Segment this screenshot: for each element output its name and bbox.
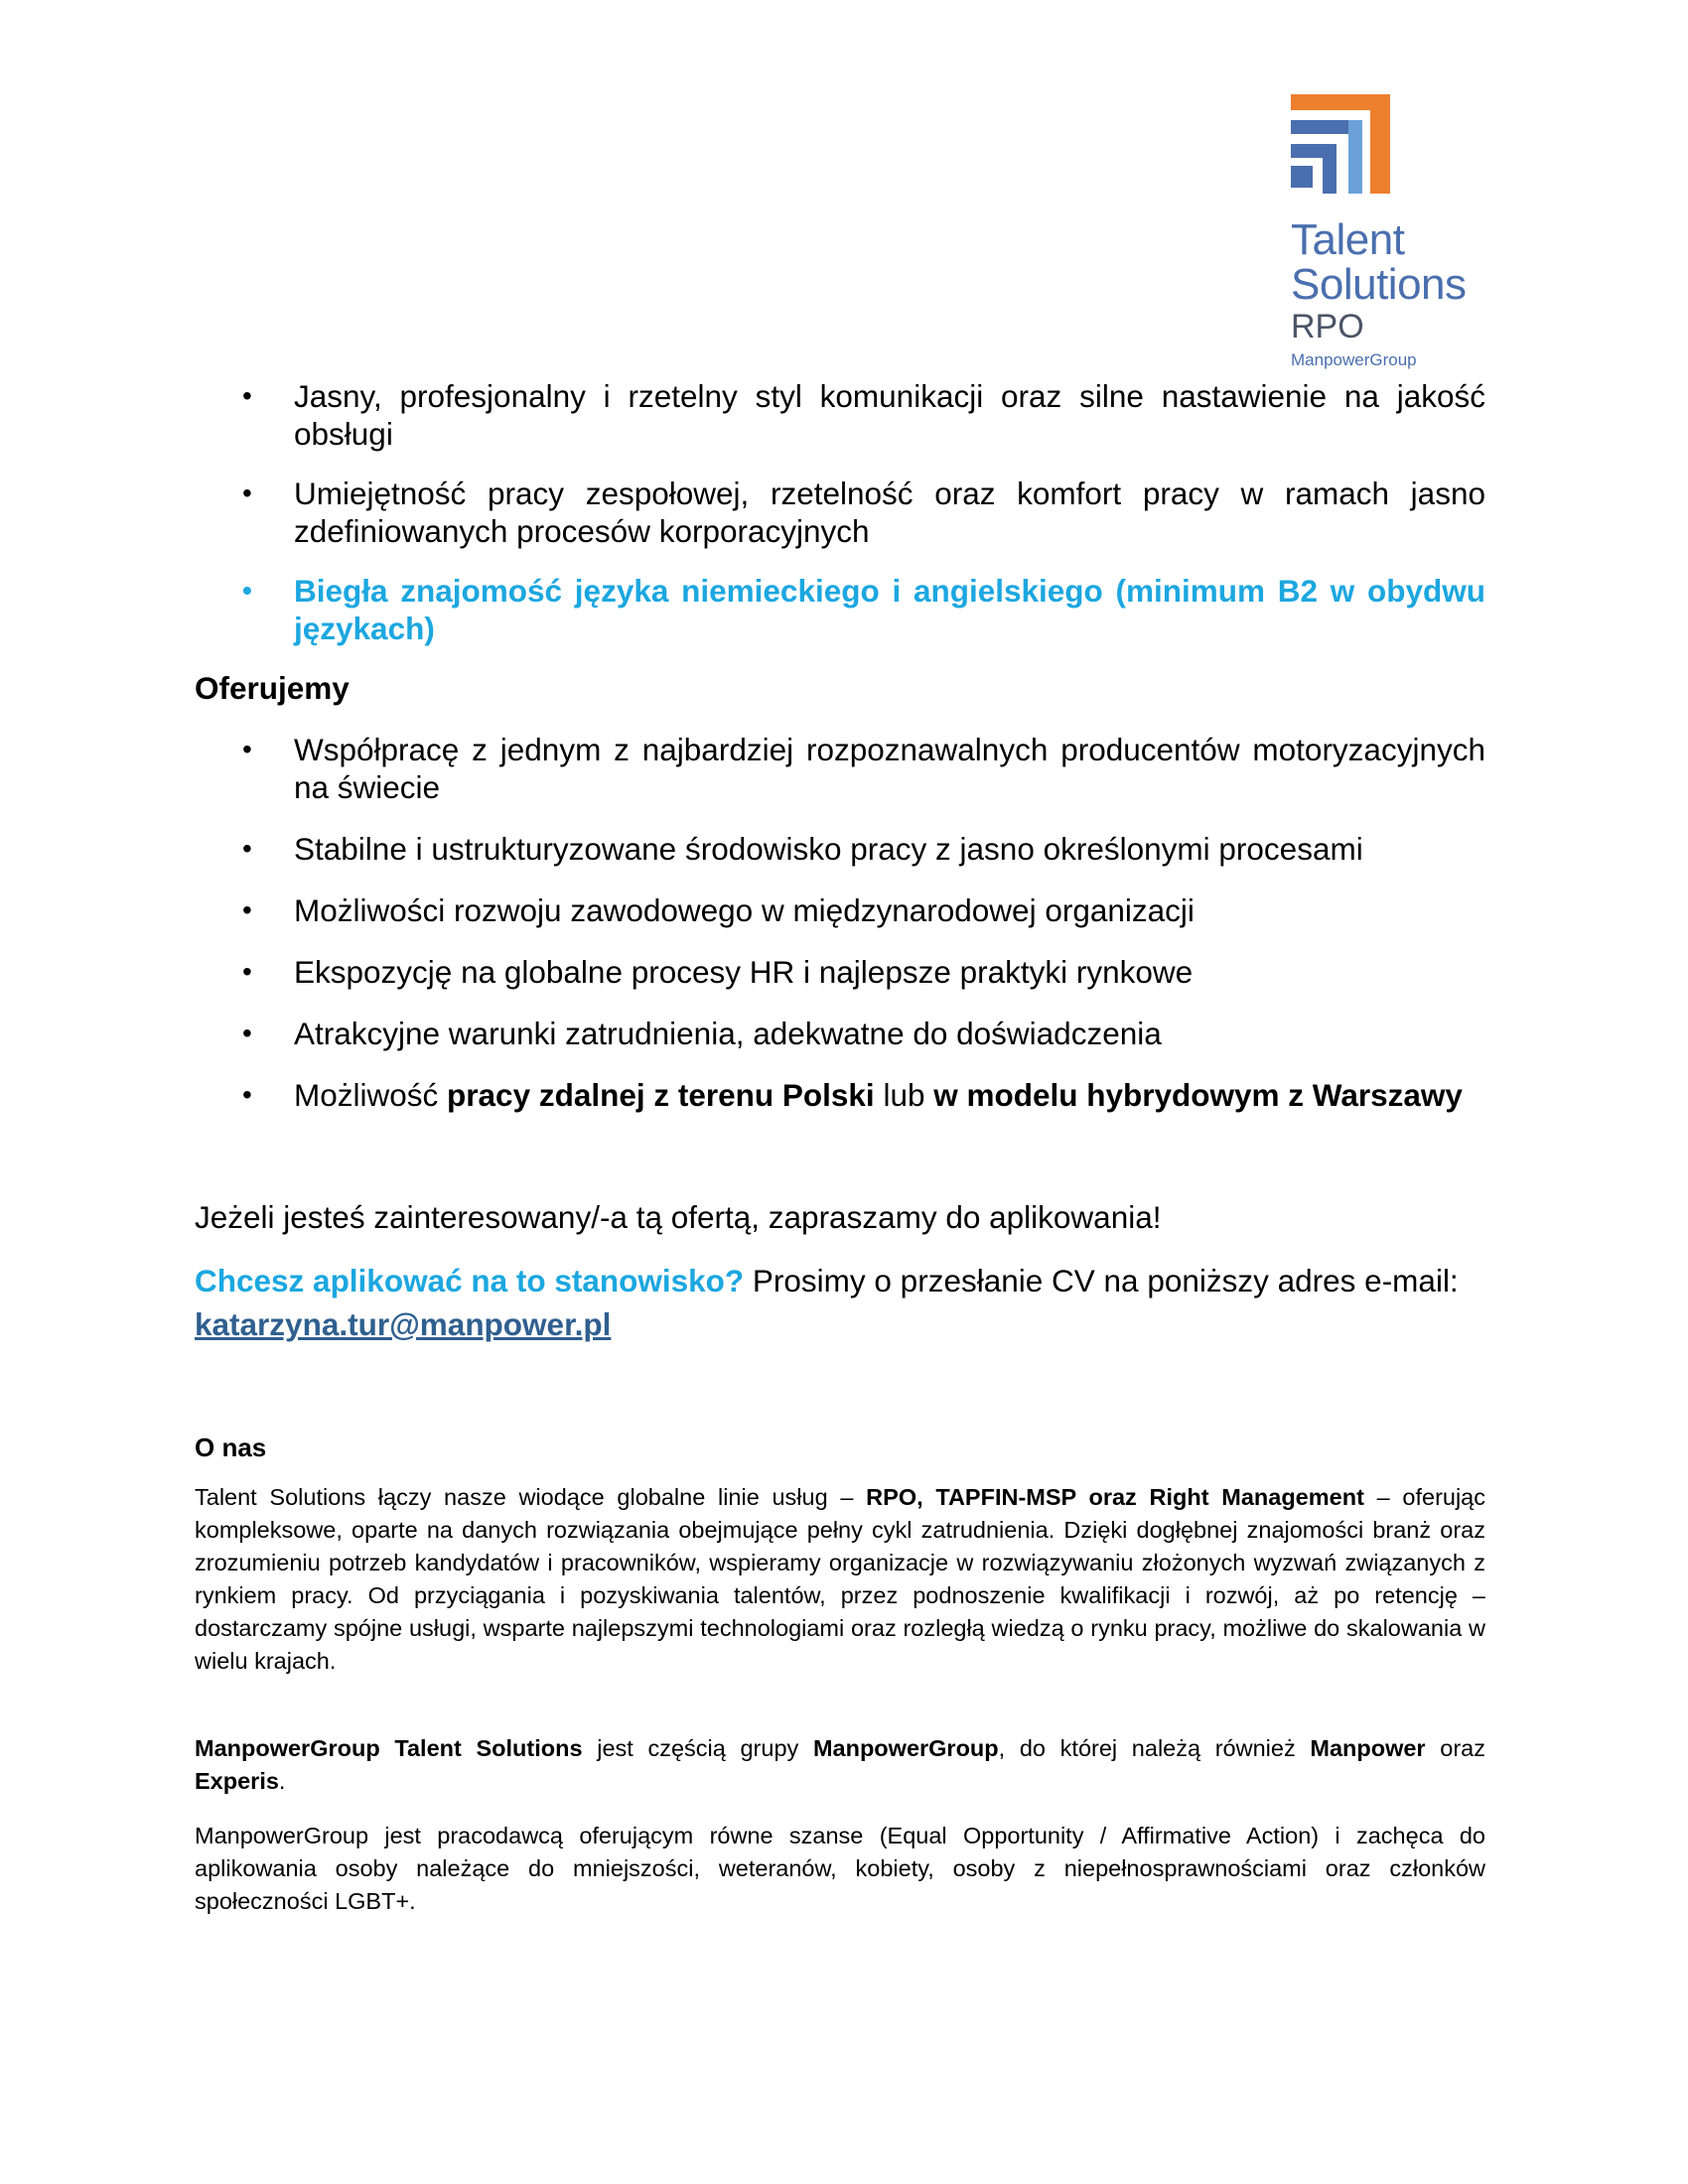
list-item: • Stabilne i ustrukturyzowane środowisko pracy z jasno określonymi procesami bbox=[195, 830, 1485, 868]
document-body bbox=[195, 377, 1485, 1918]
apply-paragraph: Chcesz aplikować na to stanowisko? Prosimy o przesłanie CV na poniższy adres e-mail: katarzyna.tur@manpower.pl bbox=[195, 1263, 1459, 1342]
logo-manpowergroup: ManpowerGroup bbox=[1291, 350, 1417, 369]
list-item: • Współpracę z jednym z najbardziej rozpoznawalnych producentów motoryzacyjnych na świecie bbox=[195, 731, 1485, 806]
hybrid-bold: w modelu hybrydowym z Warszawy bbox=[933, 1077, 1463, 1113]
email-link[interactable]: katarzyna.tur@manpower.pl bbox=[195, 1306, 612, 1342]
logo-rpo: RPO bbox=[1291, 308, 1364, 345]
about-paragraph: Talent Solutions łączy nasze wiodące globalne linie usług – RPO, TAPFIN-MSP oraz Right Management – oferując kompleksowe, oparte na danych rozwiązania obejmujące pełny cykl zatrudnienia. Dzięki dogłębnej znajomości branż oraz zrozumieniu potrzeb kandydatów i pracowników, wspieramy organizacje w rozwiązywaniu złożonych wyzwań związanych z rynkiem pracy. Od przyciągania i pozyskiwania talentów, przez podnoszenie kwalifikacji i rozwój, aż po retencję – dostarczamy spójne usługi, wsparte najlepszymi technologiami oraz rozległą wiedzą o rynku pracy, możliwe do skalowania w wielu krajach. bbox=[195, 1484, 1486, 1674]
logo-solutions: Solutions bbox=[1291, 260, 1467, 309]
logo-talent: Talent bbox=[1291, 215, 1405, 264]
requirements-list bbox=[195, 377, 1485, 647]
apply-question: Chcesz aplikować na to stanowisko? bbox=[195, 1263, 745, 1298]
talent-solutions-logo bbox=[1291, 94, 1509, 370]
list-item: • Możliwości rozwoju zawodowego w międzynarodowej organizacji bbox=[195, 891, 1485, 929]
about-heading: O nas bbox=[195, 1433, 267, 1462]
offer-heading: Oferujemy bbox=[195, 670, 350, 706]
list-item: • Ekspozycję na globalne procesy HR i najlepsze praktyki rynkowe bbox=[195, 953, 1485, 991]
invite-text: Jeżeli jesteś zainteresowany/-a tą ofertą, zapraszamy do aplikowania! bbox=[195, 1199, 1162, 1235]
group-paragraph: ManpowerGroup Talent Solutions jest częścią grupy ManpowerGroup, do której należą również Manpower oraz Experis. bbox=[195, 1735, 1485, 1794]
list-item: • Jasny, profesjonalny i rzetelny styl komunikacji oraz silne nastawienie na jakość obsługi bbox=[195, 377, 1485, 453]
logo-mark-icon bbox=[1291, 94, 1390, 194]
list-item-remote: • Możliwość pracy zdalnej z terenu Polski lub w modelu hybrydowym z Warszawy bbox=[195, 1076, 1485, 1114]
remote-bold: pracy zdalnej z terenu Polski bbox=[447, 1077, 875, 1113]
list-item: • Umiejętność pracy zespołowej, rzetelność oraz komfort pracy w ramach jasno zdefiniowanych procesów korporacyjnych bbox=[195, 475, 1485, 550]
equal-opportunity-paragraph: ManpowerGroup jest pracodawcą oferującym równe szanse (Equal Opportunity / Affirmative Action) i zachęca do aplikowania osoby należące do mniejszości, weteranów, kobiety, osoby z niepełnosprawnościami oraz członków społeczności LGBT+. bbox=[195, 1823, 1485, 1914]
offer-list bbox=[195, 731, 1485, 1114]
list-item-language-requirement: • Biegła znajomość języka niemieckiego i angielskiego (minimum B2 w obydwu językach) bbox=[195, 572, 1485, 647]
list-item: • Atrakcyjne warunki zatrudnienia, adekwatne do doświadczenia bbox=[195, 1015, 1485, 1052]
